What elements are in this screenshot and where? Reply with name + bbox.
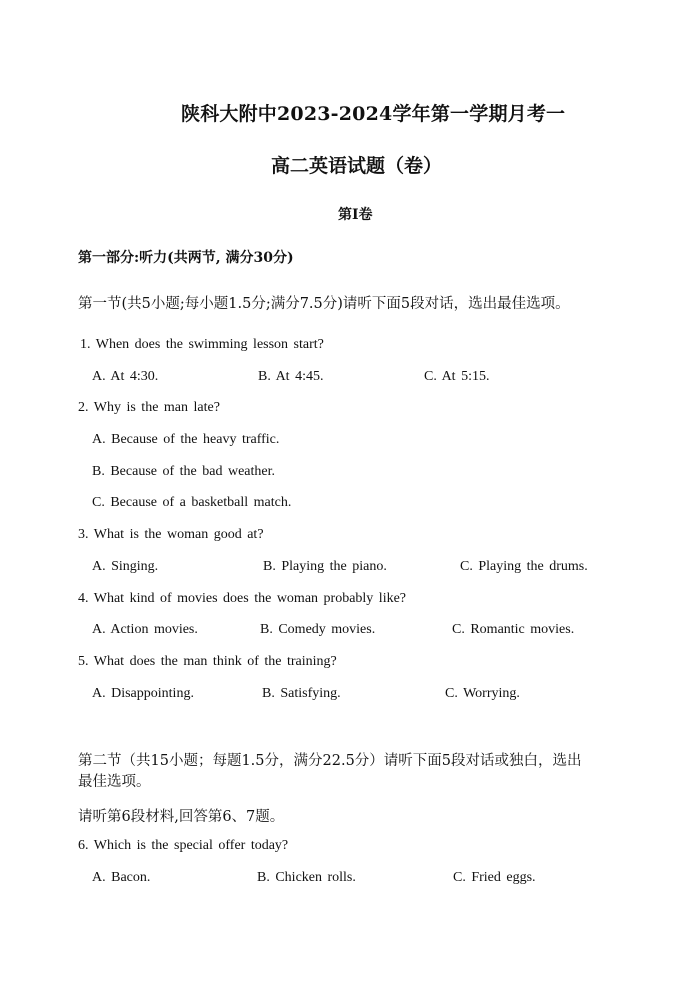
- question-2-option-a: A. Because of the heavy traffic.: [92, 432, 280, 447]
- part-one-heading: 第一部分:听力(共两节, 满分30分): [78, 250, 294, 266]
- question-3-option-a: A. Singing.: [92, 559, 159, 574]
- question-1-option-b: B. At 4:45.: [258, 369, 324, 384]
- question-4-option-a: A. Action movies.: [92, 622, 198, 637]
- question-1-option-a: A. At 4:30.: [92, 369, 159, 384]
- question-6-option-c: C. Fried eggs.: [453, 870, 536, 885]
- volume-heading: 第I卷: [338, 207, 373, 223]
- question-4: 4. What kind of movies does the woman probably like?: [78, 591, 407, 606]
- question-5-option-b: B. Satisfying.: [262, 686, 341, 701]
- question-5: 5. What does the man think of the training?: [78, 654, 337, 669]
- material-6-instruction: 请听第6段材料,回答第6、7题。: [78, 809, 285, 825]
- question-3: 3. What is the woman good at?: [78, 527, 264, 542]
- section-two-instructions-line-2: 最佳选项。: [78, 774, 151, 790]
- question-2-option-c: C. Because of a basketball match.: [92, 495, 292, 510]
- section-one-instructions: 第一节(共5小题;每小题1.5分;满分7.5分)请听下面5段对话，选出最佳选项。: [78, 296, 570, 312]
- question-3-option-c: C. Playing the drums.: [460, 559, 588, 574]
- question-4-option-b: B. Comedy movies.: [260, 622, 376, 637]
- question-1: 1. When does the swimming lesson start?: [80, 337, 324, 352]
- question-3-option-b: B. Playing the piano.: [263, 559, 387, 574]
- question-2: 2. Why is the man late?: [78, 400, 220, 415]
- question-6-option-b: B. Chicken rolls.: [257, 870, 356, 885]
- exam-subtitle: 高二英语试题（卷）: [271, 155, 443, 177]
- question-5-option-c: C. Worrying.: [445, 686, 520, 701]
- question-2-option-b: B. Because of the bad weather.: [92, 464, 275, 479]
- question-5-option-a: A. Disappointing.: [92, 686, 194, 701]
- question-1-option-c: C. At 5:15.: [424, 369, 490, 384]
- question-4-option-c: C. Romantic movies.: [452, 622, 575, 637]
- exam-title: 陕科大附中2023-2024学年第一学期月考一: [181, 103, 566, 125]
- section-two-instructions-line-1: 第二节（共15小题；每题1.5分，满分22.5分）请听下面5段对话或独白，选出: [78, 753, 582, 769]
- question-6-option-a: A. Bacon.: [92, 870, 151, 885]
- question-6: 6. Which is the special offer today?: [78, 838, 289, 853]
